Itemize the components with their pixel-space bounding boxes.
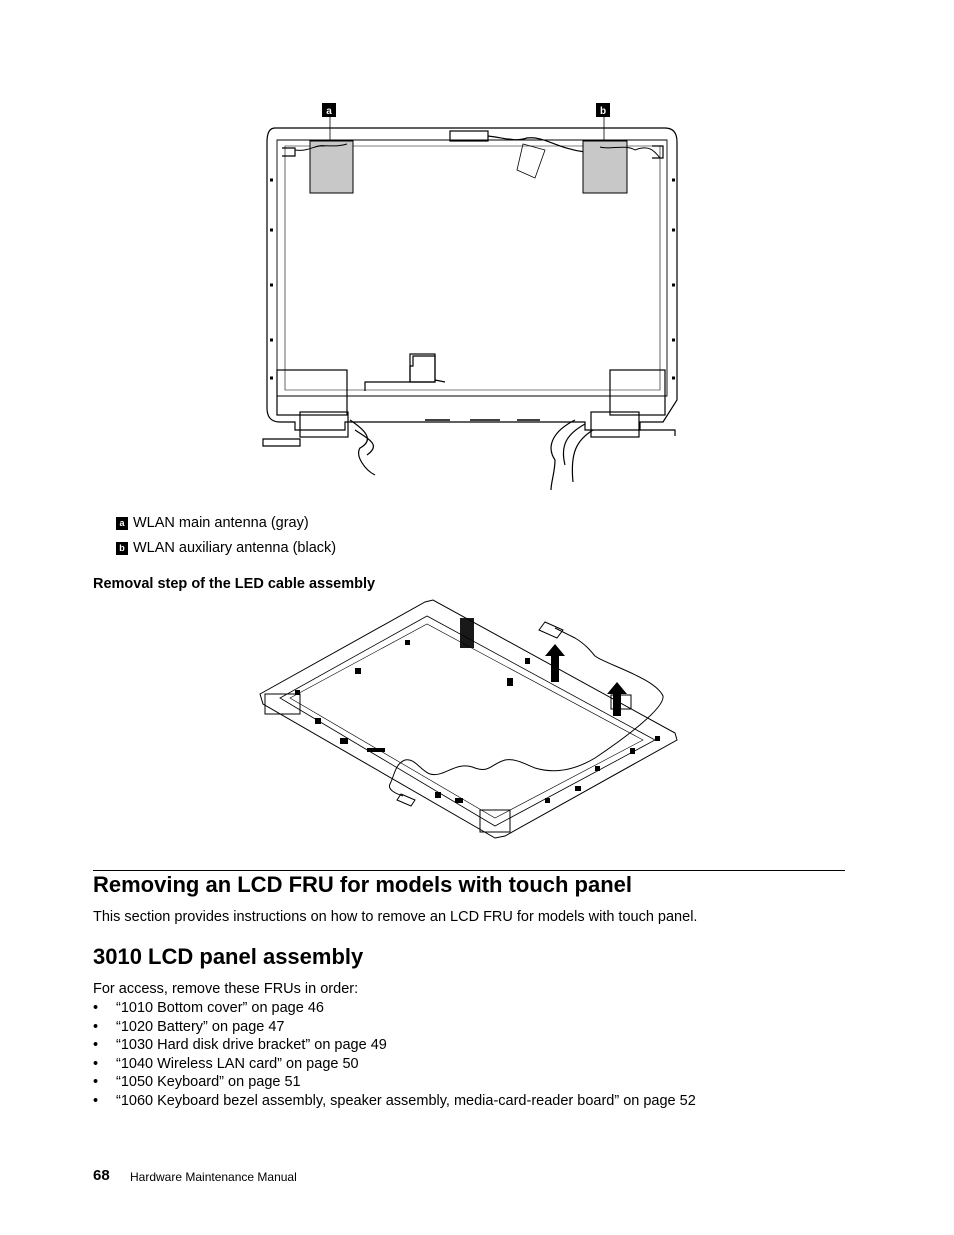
bullet-icon: • (93, 1037, 99, 1053)
list-item (93, 1018, 696, 1037)
subsection-lead: For access, remove these FRUs in order: (93, 981, 359, 997)
fru-removal-list (93, 999, 696, 1110)
led-cable-subheading: Removal step of the LED cable assembly (93, 576, 376, 592)
list-item-text: “1050 Keyboard” on page 51 (116, 1074, 301, 1090)
list-item-text: “1040 Wireless LAN card” on page 50 (116, 1055, 359, 1072)
led-cable-removal-figure (255, 598, 685, 848)
figure-callout-b: b (599, 106, 607, 117)
legend-callout-b: b (116, 542, 128, 555)
list-item (93, 1073, 696, 1092)
legend-callout-a: a (116, 517, 128, 530)
bullet-icon: • (93, 1074, 99, 1090)
list-item (93, 999, 696, 1018)
bullet-icon: • (93, 1092, 99, 1109)
list-item-text: “1010 Bottom cover” on page 46 (116, 1000, 324, 1016)
legend-item-b (116, 540, 336, 556)
list-item-text: “1020 Battery” on page 47 (116, 1018, 285, 1035)
legend-text-a: WLAN main antenna (gray) (133, 515, 309, 531)
legend-item-a (116, 515, 309, 531)
lcd-cover-antenna-figure (255, 100, 685, 495)
bullet-icon: • (93, 1055, 99, 1072)
bullet-icon: • (93, 1000, 99, 1016)
list-item-text: “1030 Hard disk drive bracket” on page 49 (116, 1037, 387, 1053)
legend-text-b: WLAN auxiliary antenna (black) (133, 540, 337, 556)
list-item (93, 1036, 696, 1055)
list-item-text: “1060 Keyboard bezel assembly, speaker assembly, media-card-reader board” on page 52 (116, 1092, 696, 1109)
figure-callout-a: a (326, 106, 332, 117)
subsection-title: 3010 LCD panel assembly (93, 944, 364, 969)
section-divider (93, 870, 845, 871)
list-item (93, 1055, 696, 1074)
list-item (93, 1092, 696, 1111)
section-title: Removing an LCD FRU for models with touch panel (93, 872, 633, 897)
bullet-icon: • (93, 1018, 99, 1035)
page-number: 68 (93, 1167, 110, 1184)
manual-title: Hardware Maintenance Manual (130, 1170, 297, 1184)
section-intro: This section provides instructions on how to remove an LCD FRU for models with touch panel. (93, 909, 698, 925)
